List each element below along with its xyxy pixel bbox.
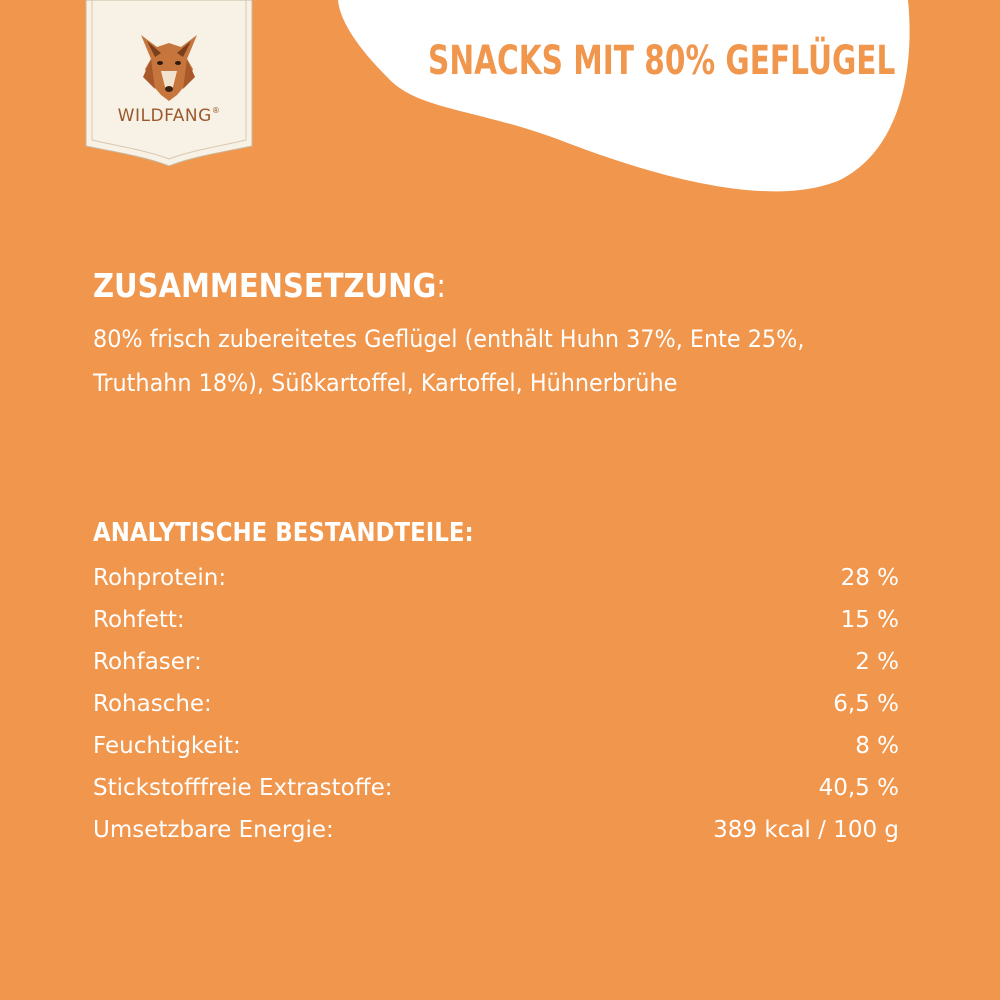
- analysis-label: Feuchtigkeit:: [93, 733, 241, 759]
- headline: SNACKS MIT 80% GEFLÜGEL: [428, 38, 896, 84]
- analysis-value: 28 %: [840, 565, 899, 591]
- analysis-value: 40,5 %: [818, 775, 899, 801]
- analysis-row: [93, 814, 899, 846]
- analysis-label: Rohprotein:: [93, 565, 227, 591]
- analysis-label: Rohfett:: [93, 607, 185, 633]
- composition-heading-colon: :: [436, 266, 447, 305]
- analysis-row: [93, 646, 899, 678]
- analysis-label: Rohfaser:: [93, 649, 202, 675]
- analysis-value: 8 %: [855, 733, 899, 759]
- brand-badge: [84, 0, 254, 166]
- composition-text: 80% frisch zubereitetes Geflügel (enthält Huhn 37%, Ente 25%, Truthahn 18%), Süßkartoffel, Kartoffel, Hühnerbrühe: [93, 325, 805, 397]
- analysis-label: Stickstofffreie Extrastoffe:: [93, 775, 393, 801]
- analysis-row: [93, 772, 899, 804]
- brand-logo-text: [86, 106, 252, 126]
- composition-heading-text: ZUSAMMENSETZUNG: [93, 266, 437, 305]
- analysis-row: [93, 730, 899, 762]
- brand-name-part1: WILD: [117, 106, 165, 126]
- analysis-value: 2 %: [855, 649, 899, 675]
- analysis-heading: ANALYTISCHE BESTANDTEILE:: [93, 518, 474, 548]
- analysis-value: 6,5 %: [833, 691, 899, 717]
- analysis-row: [93, 688, 899, 720]
- analysis-row: [93, 562, 899, 594]
- composition-heading: [93, 264, 446, 308]
- analysis-row: [93, 604, 899, 636]
- brand-name-part2: FANG: [164, 106, 212, 126]
- analysis-label: Rohasche:: [93, 691, 212, 717]
- analysis-value: 15 %: [840, 607, 899, 633]
- analysis-value: 389 kcal / 100 g: [713, 817, 899, 843]
- registered-mark: ®: [211, 106, 221, 115]
- analysis-label: Umsetzbare Energie:: [93, 817, 334, 843]
